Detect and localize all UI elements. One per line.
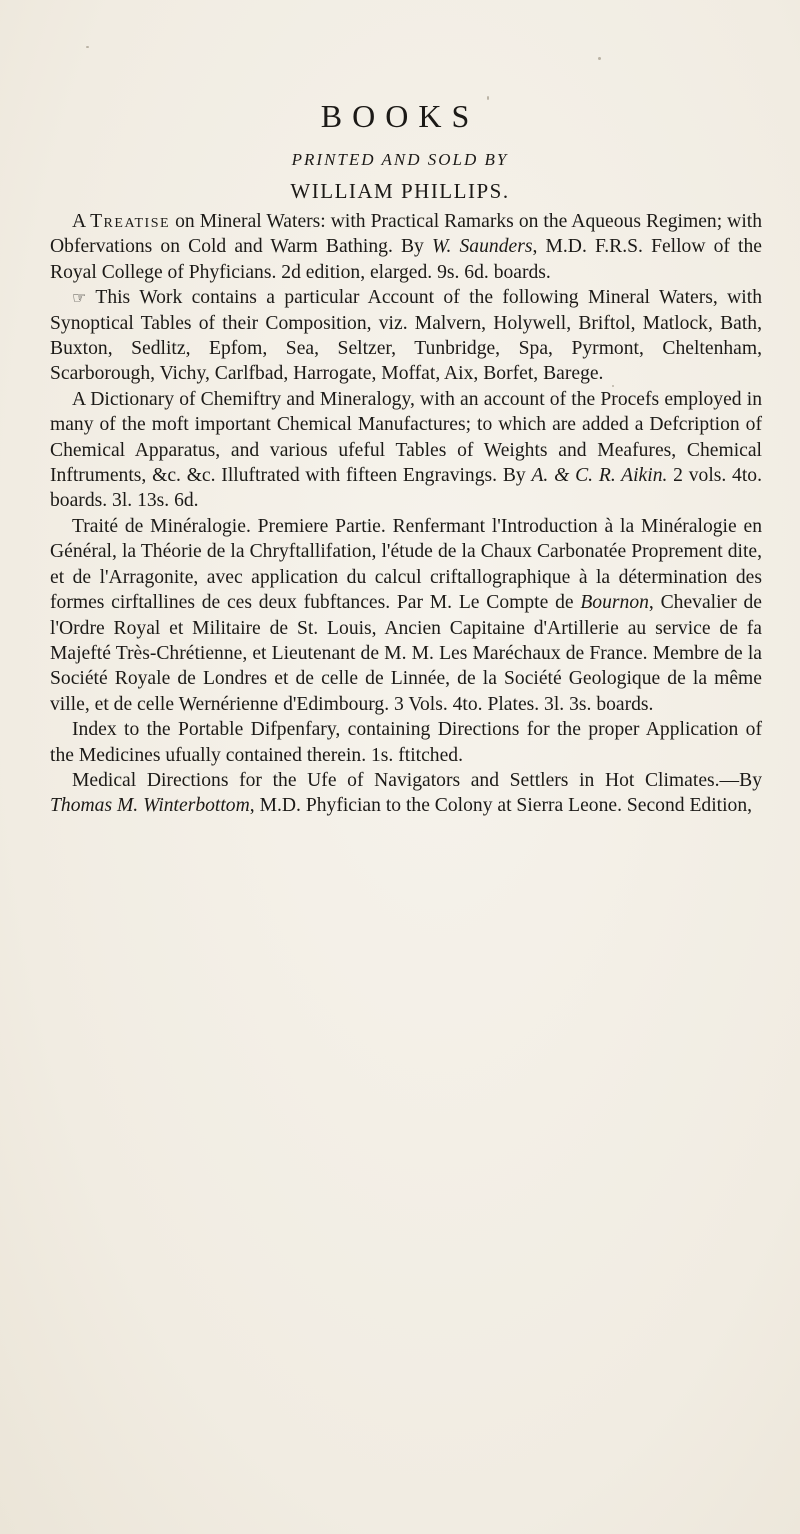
book-list (50, 209, 762, 819)
entry-author: Bournon (580, 592, 649, 614)
entry-text: A Dictionary of Chemiftry and Mineralogy, with an account of the Procefs employed in many of the moft important Chemical Manufactures; to which are added a Defcription of Chemical Apparatus, and various ufeful Tables of Weights and Meafures, Chemical Inftruments, &c. &c. Illuftrated with fifteen Engravings. By (50, 388, 762, 487)
entry-text: Traité de Minéralogie. Premiere Partie. Renfermant l'Introduction à la Minéralogie en Général, la Théorie de la Chryftallifation, l'étude de la Chaux Carbonatée Proprement dite, et de l'Arragonite, avec application du calcul criftallographique à la détermination des formes cirftallines de ces deux fubftances. Par M. Le Compte de (50, 515, 762, 614)
entry-text: , M.D. F.R.S. Fellow of the Royal College of Phyficians. 2d edition, elarged. 9s. 6d. boards. (50, 236, 762, 283)
page-title: BOOKS (320, 98, 480, 134)
entry-text: , M.D. Phyfician to the Colony at Sierra Leone. Second Edition, (249, 795, 753, 817)
pointing-hand-icon: ☞ (72, 288, 87, 308)
book-entry-mineral-waters (50, 209, 762, 285)
entry-lead-word: Treatise (90, 211, 171, 232)
entry-text: on Mineral Waters: with Practical Ramarks on the Aqueous Regimen; with Obfervations on Cold and Warm Bathing. By (50, 211, 763, 258)
entry-author: W. Saunders (431, 236, 533, 258)
book-entry-chemistry-dictionary (50, 387, 762, 514)
page-subtitle: PRINTED AND SOLD BY (291, 150, 509, 169)
ink-speck (598, 57, 601, 60)
entry-author: A. & C. R. Aikin. (531, 465, 668, 487)
ink-speck (86, 46, 89, 48)
entry-text: Medical Directions for the Ufe of Navigators and Settlers in Hot Climates.—By (72, 769, 762, 791)
entry-text: This Work contains a particular Account of the following Mineral Waters, with Synoptical Tables of their Composition, viz. Malvern, Holywell, Briftol, Matlock, Bath, Buxton, Sedlitz, Epfom, Sea, Seltzer, Tunbridge, Spa, Pyrmont, Cheltenham, Scarborough, Vichy, Carlfbad, Harrogate, Moffat, Aix, Borfet, Barege. (50, 287, 762, 385)
entry-text: 2 vols. 4to. boards. 3l. 13s. 6d. (50, 465, 762, 512)
book-entry-mineralogie (50, 514, 762, 717)
book-entry-note (50, 285, 762, 387)
book-entry-dispensary-index (50, 717, 762, 768)
entry-text: , Chevalier de l'Ordre Royal et Militaire de St. Louis, Ancien Capitaine d'Artillerie au service de fa Majefté Très-Chrétienne, et Lieutenant de M. M. Les Maréchaux de France. Membre de la Société Royale de Londres et de celle de Linnée, de la Société Geologique de la même ville, et de celle Wernérienne d'Edimbourg. 3 Vols. 4to. Plates. 3l. 3s. boards. (50, 592, 763, 715)
publisher-name: WILLIAM PHILLIPS. (290, 179, 510, 203)
book-entry-medical-directions (50, 768, 762, 819)
entry-author: Thomas M. Winterbottom (50, 795, 250, 817)
entry-lead-article: A (72, 211, 91, 232)
entry-text: Index to the Portable Difpenfary, containing Directions for the proper Application of the Medicines ufually contained therein. 1s. ftitched. (50, 719, 762, 766)
